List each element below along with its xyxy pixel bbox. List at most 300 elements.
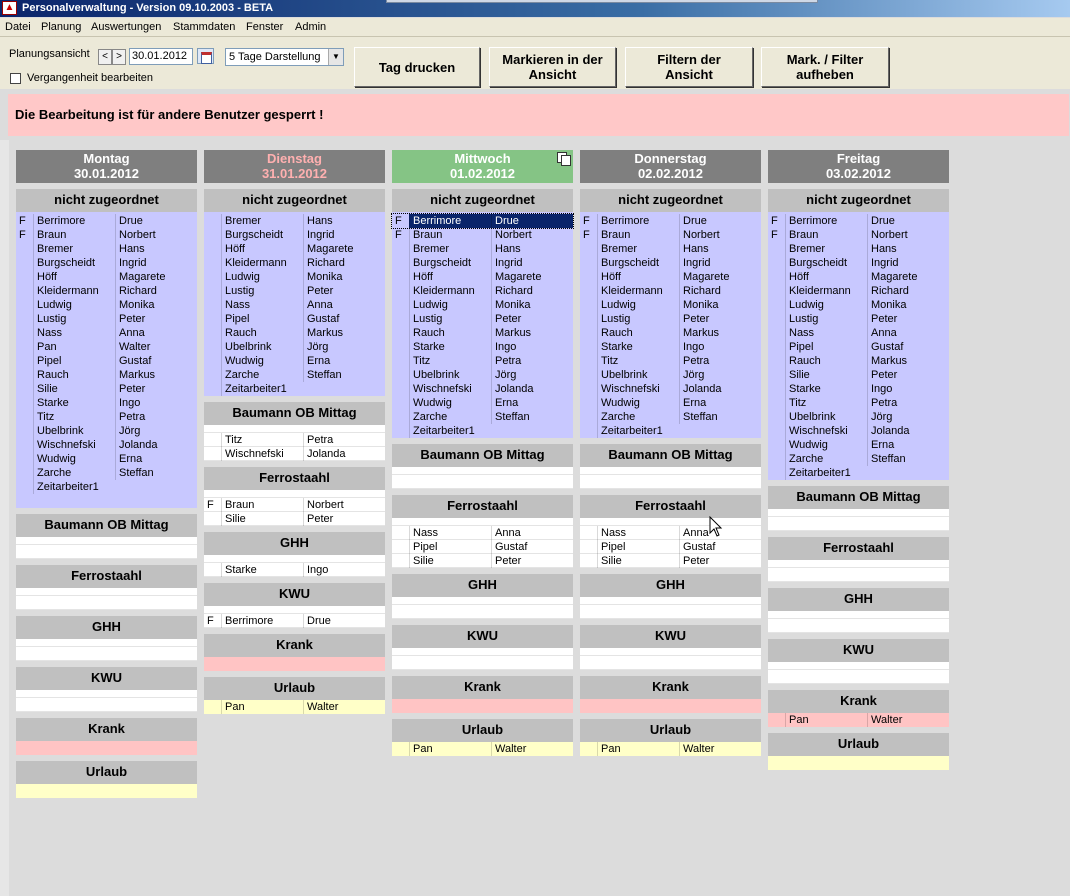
employee-row[interactable] [204,312,385,326]
group-body [204,700,385,714]
employee-row[interactable] [768,354,949,368]
employee-row[interactable] [204,614,385,628]
group-header[interactable]: nicht zugeordnet [16,189,197,212]
group-header[interactable]: Urlaub [16,761,197,784]
group-header[interactable]: KWU [392,625,573,648]
employee-row[interactable] [204,498,385,512]
group-header[interactable]: Krank [204,634,385,657]
employee-row[interactable] [16,438,197,452]
employee-row[interactable] [580,475,761,489]
first-name-cell: Walter [867,713,949,727]
day-name: Freitag [836,151,881,166]
group-header[interactable]: Krank [16,718,197,741]
first-name-cell: Magarete [491,270,573,284]
employee-row[interactable] [204,228,385,242]
employee-row[interactable] [16,228,197,242]
group-header[interactable]: Krank [580,676,761,699]
employee-row[interactable] [580,368,761,382]
first-name-cell: Jörg [867,410,949,424]
filtern-button[interactable]: Filtern der Ansicht [625,47,753,87]
employee-row[interactable] [204,326,385,340]
group-header[interactable]: GHH [392,574,573,597]
group-header[interactable]: Ferrostaahl [392,495,573,518]
last-name-cell: Rauch [785,354,883,368]
employee-row[interactable] [768,410,949,424]
employee-row[interactable] [16,410,197,424]
group-spacer [392,648,573,656]
day-header[interactable] [768,150,949,183]
last-name-cell: Braun [33,228,131,242]
employee-row[interactable] [204,700,385,714]
day-date: 02.02.2012 [637,166,704,181]
view-select[interactable] [225,48,344,66]
employee-row[interactable] [16,214,197,228]
first-name-cell: Peter [491,554,573,568]
group-header[interactable]: Urlaub [580,719,761,742]
employee-row[interactable] [580,214,761,228]
employee-row[interactable] [204,382,385,396]
employee-row[interactable] [768,228,949,242]
employee-row[interactable] [580,424,761,438]
window-title: Personalverwaltung - Version 09.10.2003 - BETA [22,2,274,14]
title-bar [0,0,1070,17]
empty-row[interactable] [392,699,573,713]
employee-row[interactable] [768,270,949,284]
employee-row[interactable] [580,340,761,354]
employee-row[interactable] [16,326,197,340]
last-name-cell: Lustig [33,312,131,326]
last-name-cell: Nass [597,526,695,540]
employee-row[interactable] [392,354,573,368]
group-body [768,611,949,633]
employee-row[interactable] [768,298,949,312]
group-body [16,784,197,798]
employee-row[interactable] [392,284,573,298]
group-header[interactable]: KWU [204,583,385,606]
last-name-cell: Kleidermann [33,284,131,298]
group-header[interactable]: Ferrostaahl [580,495,761,518]
employee-row[interactable] [580,312,761,326]
group-header[interactable]: KWU [768,639,949,662]
group-body [392,212,573,438]
employee-row[interactable] [204,354,385,368]
employee-row[interactable] [204,563,385,577]
employee-row[interactable] [16,452,197,466]
group-header[interactable]: Urlaub [204,677,385,700]
day-column-donnerstag [580,150,761,756]
first-name-cell: Magarete [867,270,949,284]
employee-row[interactable] [204,340,385,354]
last-name-cell: Zarche [409,410,507,424]
last-name-cell: Zeitarbeiter1 [409,424,507,438]
employee-row[interactable] [204,433,385,447]
group-header[interactable]: Ferrostaahl [16,565,197,588]
first-name-cell: Walter [679,742,761,756]
employee-row[interactable] [580,326,761,340]
employee-row[interactable] [580,526,761,540]
group-body [768,713,949,727]
employee-row[interactable] [392,340,573,354]
last-name-cell: Höff [785,270,883,284]
group-body [580,518,761,568]
employee-row[interactable] [392,298,573,312]
first-name-cell: Monika [115,298,197,312]
employee-row[interactable] [204,447,385,461]
first-name-cell: Drue [115,214,197,228]
employee-row[interactable] [16,284,197,298]
flag-cell: F [583,215,590,227]
employee-row[interactable] [768,340,949,354]
first-name-cell: Peter [679,312,761,326]
first-name-cell: Norbert [115,228,197,242]
day-header[interactable] [392,150,573,183]
employee-row[interactable] [768,382,949,396]
first-name-cell: Gustaf [491,540,573,554]
employee-row[interactable] [16,596,197,610]
employee-row[interactable] [768,396,949,410]
employee-row[interactable] [16,354,197,368]
group-header[interactable]: Ferrostaahl [204,467,385,490]
first-name-cell: Anna [491,526,573,540]
group-header[interactable]: GHH [204,532,385,555]
employee-row[interactable] [768,438,949,452]
last-name-cell: Titz [221,433,319,447]
group-header[interactable]: Baumann OB Mittag [16,514,197,537]
employee-row[interactable] [580,605,761,619]
group-spacer [768,509,949,517]
first-name-cell: Walter [115,340,197,354]
employee-row[interactable] [392,228,573,242]
markieren-button[interactable]: Markieren in der Ansicht [489,47,616,87]
employee-row[interactable] [16,340,197,354]
last-name-cell: Zeitarbeiter1 [221,382,319,396]
group-spacer [16,588,197,596]
first-name-cell: Steffan [491,410,573,424]
group-header[interactable]: Krank [392,676,573,699]
first-name-cell: Jörg [303,340,385,354]
employee-row[interactable] [768,670,949,684]
group-header[interactable]: Baumann OB Mittag [204,402,385,425]
employee-row[interactable] [768,619,949,633]
group-header[interactable]: GHH [580,574,761,597]
menu-admin[interactable]: Admin [295,21,327,33]
day-date: 03.02.2012 [825,166,892,181]
employee-row[interactable] [16,698,197,712]
employee-row[interactable] [580,410,761,424]
employee-row[interactable] [392,540,573,554]
group-spacer [392,518,573,526]
employee-row[interactable] [204,242,385,256]
employee-row[interactable] [392,475,573,489]
employee-row[interactable] [392,382,573,396]
first-name-cell: Jolanda [867,424,949,438]
employee-row[interactable] [392,742,573,756]
employee-row[interactable] [580,656,761,670]
employee-row[interactable] [16,298,197,312]
employee-row[interactable] [392,656,573,670]
first-name-cell: Jolanda [115,438,197,452]
first-name-cell: Jolanda [303,447,385,461]
group-header[interactable]: GHH [16,616,197,639]
last-name-cell: Zarche [597,410,695,424]
last-name-cell: Pan [33,340,131,354]
employee-row[interactable] [580,382,761,396]
employee-row[interactable] [392,424,573,438]
employee-row[interactable] [580,256,761,270]
group-header[interactable]: KWU [580,625,761,648]
employee-row[interactable] [768,284,949,298]
group-body [16,741,197,755]
day-date: 31.01.2012 [261,166,328,181]
first-name-cell: Norbert [679,228,761,242]
employee-row[interactable] [580,396,761,410]
employee-row[interactable] [392,214,573,228]
employee-row[interactable] [580,284,761,298]
day-column-freitag [768,150,949,770]
employee-row[interactable] [392,270,573,284]
employee-row[interactable] [392,410,573,424]
employee-row[interactable] [204,214,385,228]
last-name-cell: Rauch [597,326,695,340]
group-header[interactable]: nicht zugeordnet [204,189,385,212]
employee-row[interactable] [580,354,761,368]
employee-row[interactable] [204,298,385,312]
employee-row[interactable] [16,424,197,438]
last-name-cell: Braun [221,498,319,512]
employee-row[interactable] [16,382,197,396]
empty-row[interactable] [204,657,385,671]
group-spacer [768,611,949,619]
last-name-cell: Braun [597,228,695,242]
day-header[interactable] [204,150,385,183]
last-name-cell: Nass [409,526,507,540]
last-name-cell: Berrimore [33,214,131,228]
prev-date-button[interactable]: < [98,49,112,65]
employee-row[interactable] [768,517,949,531]
first-name-cell: Petra [491,354,573,368]
group-header[interactable]: Krank [768,690,949,713]
employee-row[interactable] [392,368,573,382]
empty-row[interactable] [16,784,197,798]
menu-stammdaten[interactable]: Stammdaten [173,21,236,33]
employee-row[interactable] [16,494,197,508]
last-name-cell: Berrimore [221,614,319,628]
employee-row[interactable] [16,480,197,494]
last-name-cell: Bremer [221,214,319,228]
first-name-cell: Hans [867,242,949,256]
employee-row[interactable] [16,647,197,661]
last-name-cell: Lustig [221,284,319,298]
group-header[interactable]: nicht zugeordnet [768,189,949,212]
last-name-cell: Pan [221,700,319,714]
last-name-cell: Kleidermann [597,284,695,298]
first-name-cell: Markus [115,368,197,382]
group-header[interactable]: nicht zugeordnet [580,189,761,212]
group-header[interactable]: GHH [768,588,949,611]
employee-row[interactable] [204,256,385,270]
first-name-cell: Ingrid [867,256,949,270]
last-name-cell: Wischnefski [785,424,883,438]
employee-row[interactable] [580,270,761,284]
last-name-cell: Ludwig [597,298,695,312]
empty-row[interactable] [16,741,197,755]
employee-row[interactable] [392,605,573,619]
last-name-cell: Ubelbrink [597,368,695,382]
last-name-cell: Zeitarbeiter1 [597,424,695,438]
employee-row[interactable] [204,512,385,526]
day-header[interactable] [580,150,761,183]
employee-row[interactable] [392,396,573,410]
last-name-cell: Rauch [33,368,131,382]
group-spacer [768,662,949,670]
group-header[interactable]: nicht zugeordnet [392,189,573,212]
last-name-cell: Pipel [597,540,695,554]
group-spacer [392,467,573,475]
employee-row[interactable] [392,526,573,540]
employee-row[interactable] [16,312,197,326]
last-name-cell: Wudwig [221,354,319,368]
employee-row[interactable] [16,466,197,480]
menu-auswertungen[interactable]: Auswertungen [91,21,162,33]
copy-icon[interactable] [557,152,570,164]
employee-row[interactable] [768,242,949,256]
employee-row[interactable] [768,713,949,727]
first-name-cell: Ingo [491,340,573,354]
employee-row[interactable] [768,424,949,438]
first-name-cell: Ingrid [679,256,761,270]
employee-row[interactable] [580,228,761,242]
first-name-cell: Drue [867,214,949,228]
employee-row[interactable] [16,256,197,270]
group-header[interactable]: Baumann OB Mittag [768,486,949,509]
chevron-down-icon[interactable]: ▼ [328,49,343,65]
first-name-cell: Gustaf [303,312,385,326]
employee-row[interactable] [580,742,761,756]
day-header[interactable] [16,150,197,183]
employee-row[interactable] [768,214,949,228]
employee-row[interactable] [16,396,197,410]
employee-row[interactable] [16,545,197,559]
group-header[interactable]: Baumann OB Mittag [580,444,761,467]
employee-row[interactable] [392,326,573,340]
employee-row[interactable] [768,312,949,326]
first-name-cell: Norbert [303,498,385,512]
last-name-cell: Höff [33,270,131,284]
employee-row[interactable] [768,466,949,480]
last-name-cell: Berrimore [597,214,695,228]
first-name-cell: Peter [115,312,197,326]
menu-fenster[interactable]: Fenster [246,21,284,33]
empty-row[interactable] [580,699,761,713]
employee-row[interactable] [768,452,949,466]
day-name: Dienstag [267,151,322,166]
flag-cell: F [207,499,214,511]
menu-planung[interactable]: Planung [41,21,82,33]
employee-row[interactable] [580,298,761,312]
employee-row[interactable] [768,368,949,382]
last-name-cell: Höff [221,242,319,256]
group-header[interactable]: Urlaub [392,719,573,742]
group-body [204,555,385,577]
group-spacer [204,490,385,498]
last-name-cell: Starke [33,396,131,410]
first-name-cell: Gustaf [867,340,949,354]
last-name-cell: Starke [221,563,319,577]
employee-row[interactable] [768,568,949,582]
first-name-cell: Erna [491,396,573,410]
day-date: 01.02.2012 [449,166,516,181]
first-name-cell: Norbert [867,228,949,242]
group-spacer [392,597,573,605]
employee-row[interactable] [204,284,385,298]
employee-row[interactable] [392,256,573,270]
employee-row[interactable] [16,368,197,382]
vergangenheit-checkbox[interactable] [10,73,21,84]
last-name-cell: Ubelbrink [33,424,131,438]
last-name-cell: Zeitarbeiter1 [33,480,131,494]
day-column-dienstag [204,150,385,714]
first-name-cell: Peter [115,382,197,396]
group-header[interactable]: KWU [16,667,197,690]
last-name-cell: Ludwig [33,298,131,312]
next-date-button[interactable]: > [112,49,126,65]
last-name-cell: Silie [221,512,319,526]
employee-row[interactable] [580,242,761,256]
empty-row[interactable] [768,756,949,770]
first-name-cell: Jörg [115,424,197,438]
employee-row[interactable] [392,554,573,568]
last-name-cell: Titz [33,410,131,424]
employee-row[interactable] [204,368,385,382]
group-body [392,518,573,568]
title-bar-field [386,0,818,3]
filter-aufheben-button[interactable]: Mark. / Filter aufheben [761,47,889,87]
tag-drucken-button[interactable]: Tag drucken [354,47,480,87]
first-name-cell: Ingo [115,396,197,410]
last-name-cell: Berrimore [785,214,883,228]
calendar-icon[interactable] [197,48,214,64]
employee-row[interactable] [392,312,573,326]
group-header[interactable]: Baumann OB Mittag [392,444,573,467]
first-name-cell: Monika [491,298,573,312]
menu-datei[interactable]: Datei [5,21,31,33]
group-body [392,699,573,713]
group-body [204,490,385,526]
employee-row[interactable] [16,242,197,256]
group-body [16,212,197,508]
last-name-cell: Ubelbrink [221,340,319,354]
group-body [768,509,949,531]
employee-row[interactable] [580,540,761,554]
group-body [580,212,761,438]
employee-row[interactable] [768,326,949,340]
last-name-cell: Silie [33,382,131,396]
last-name-cell: Pan [785,713,883,727]
last-name-cell: Nass [785,326,883,340]
group-header[interactable]: Urlaub [768,733,949,756]
flag-cell: F [395,229,402,241]
group-body [16,537,197,559]
first-name-cell: Markus [679,326,761,340]
employee-row[interactable] [16,270,197,284]
employee-row[interactable] [392,242,573,256]
vergangenheit-label: Vergangenheit bearbeiten [27,72,153,84]
employee-row[interactable] [580,554,761,568]
group-header[interactable]: Ferrostaahl [768,537,949,560]
employee-row[interactable] [204,270,385,284]
date-input[interactable]: 30.01.2012 [129,48,193,65]
employee-row[interactable] [768,256,949,270]
